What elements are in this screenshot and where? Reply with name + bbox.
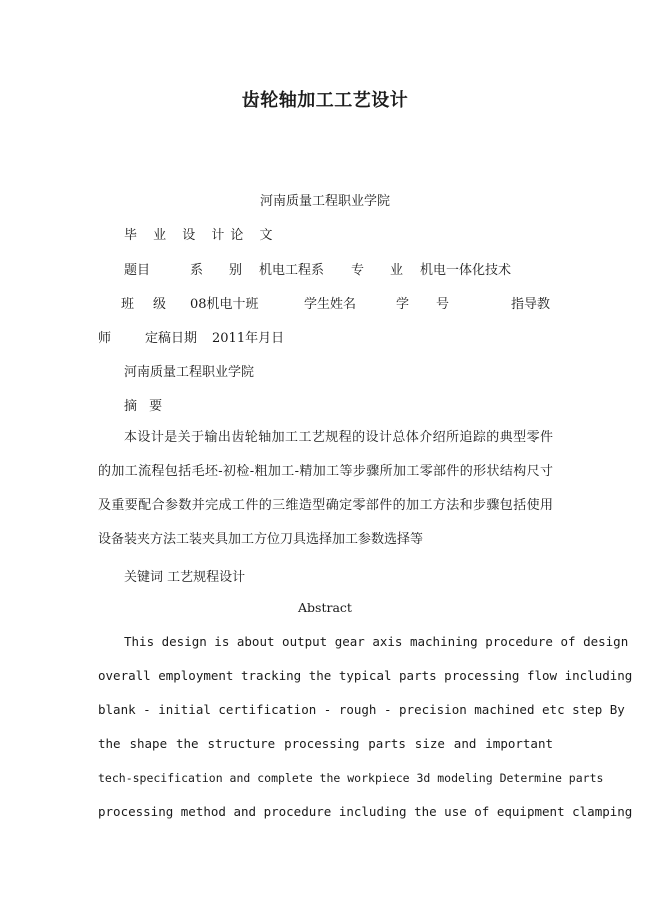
advisor-label: 指导教 [511, 297, 551, 312]
topic-label: 题目 [124, 263, 151, 278]
thesis-type: 毕 业 设 计论 文 [124, 228, 279, 243]
info-row-2 [0, 293, 650, 313]
abstract-cn-line: 的加工流程包括毛坯-初检-粗加工-精加工等步骤所加工零部件的形状结构尺寸 [98, 464, 553, 479]
date-value: 2011年月日 [212, 331, 285, 346]
student-id-label-2: 号 [436, 297, 450, 312]
abstract-en-line: the shape the structure processing parts size and important [98, 736, 553, 751]
abstract-en-line: processing method and procedure including the use of equipment clamping [98, 804, 633, 819]
abstract-cn-line: 本设计是关于输出齿轮轴加工工艺规程的设计总体介绍所追踪的典型零件 [124, 430, 553, 445]
abstract-en-line: tech-specification and complete the workpiece 3d modeling Determine parts [98, 771, 604, 785]
class-label-2: 级 [153, 297, 167, 312]
major-label-1: 专 [351, 263, 365, 278]
abstract-cn-body [98, 421, 553, 557]
info-row-1 [0, 259, 650, 279]
dept-label-1: 系 [190, 263, 204, 278]
info-row-3 [0, 327, 650, 347]
abstract-en-line: blank - initial certification - rough - precision machined etc step By [98, 702, 625, 717]
student-name-label: 学生姓名 [304, 297, 357, 312]
student-id-label-1: 学 [396, 297, 410, 312]
class-label-1: 班 [121, 297, 135, 312]
school-name: 河南质量工程职业学院 [259, 194, 390, 209]
abstract-en-heading: Abstract [298, 600, 352, 615]
document-title: 齿轮轴加工工艺设计 [241, 90, 409, 111]
advisor-label-continued: 师 [98, 331, 112, 346]
major-label-2: 业 [390, 263, 404, 278]
major-value: 机电一体化技术 [420, 263, 512, 278]
dept-label-2: 别 [229, 263, 243, 278]
date-label: 定稿日期 [145, 331, 198, 346]
school-name-repeat: 河南质量工程职业学院 [124, 365, 255, 380]
abstract-cn-line: 及重要配合参数并完成工件的三维造型确定零部件的加工方法和步骤包括使用 [98, 498, 553, 513]
class-value: 08机电十班 [190, 297, 259, 312]
abstract-en-line: This design is about output gear axis machining procedure of design [124, 634, 629, 649]
abstract-cn-line: 设备装夹方法工装夹具加工方位刀具选择加工参数选择等 [98, 532, 424, 547]
abstract-en-body [98, 625, 633, 829]
abstract-cn-heading: 摘 要 [124, 399, 167, 414]
abstract-en-line: overall employment tracking the typical parts processing flow including [98, 668, 633, 683]
dept-value: 机电工程系 [259, 263, 325, 278]
keywords: 关键词 工艺规程设计 [124, 570, 246, 585]
